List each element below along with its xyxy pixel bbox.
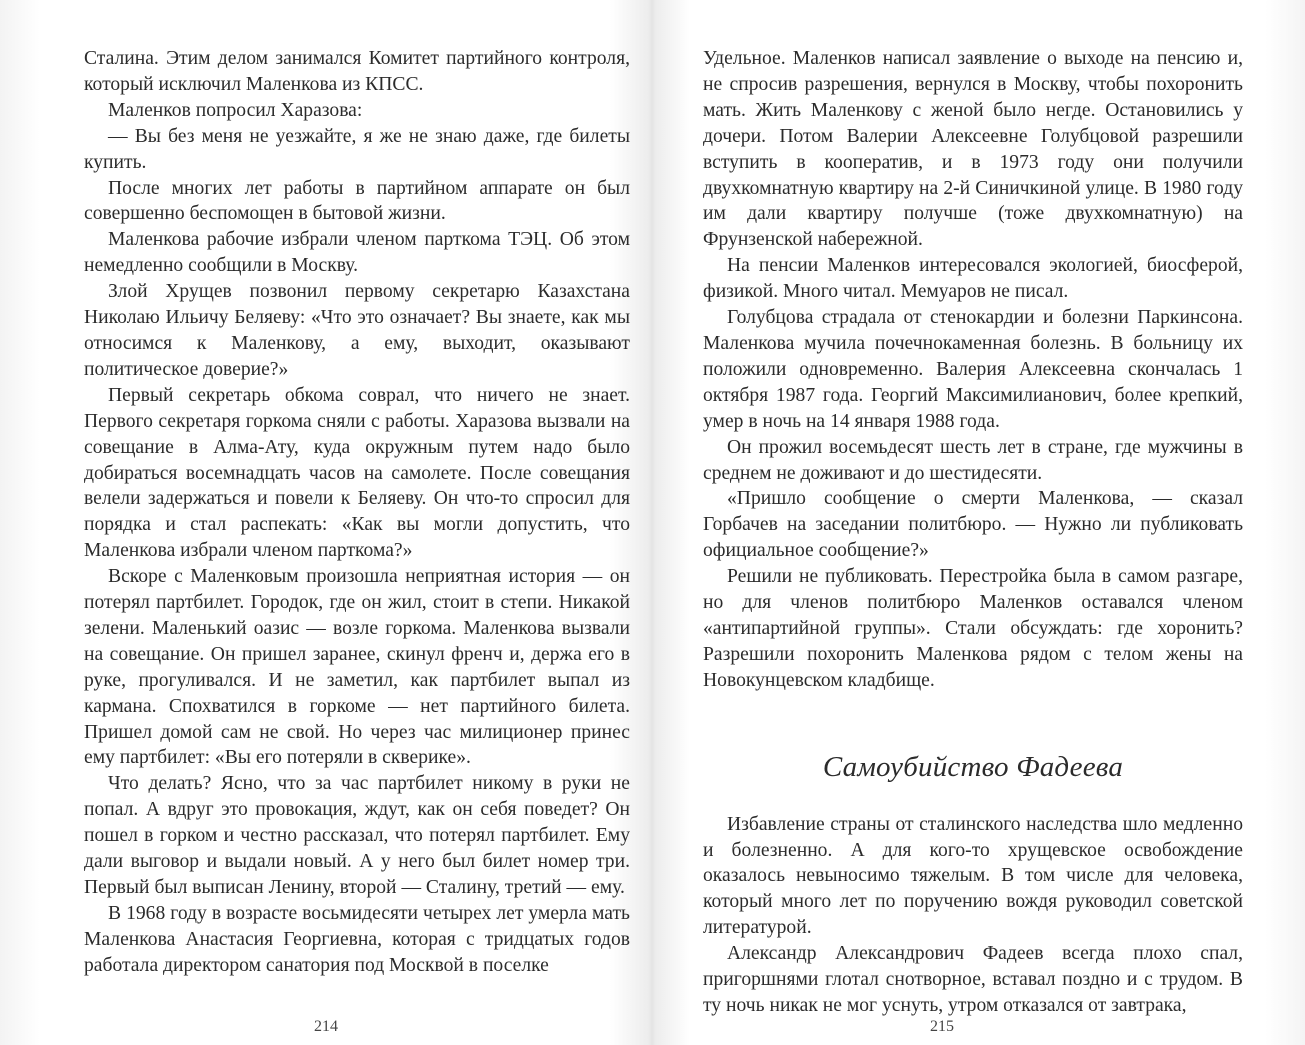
paragraph: Маленкова рабочие избрали членом парткома ТЭЦ. Об этом немедленно сообщили в Москву. (84, 229, 630, 277)
paragraph: Маленков попросил Харазова: (108, 99, 363, 121)
paragraph: Первый секретарь обкома соврал, что ничего не знает. Первого секретаря горкома сняли с работы. Харазова вызвали на совещание в Алма-Ату, куда окружным путем надо было добираться восемнадцать часов на самолете. После совещания велели задержаться и повели к Беляеву. Он что-то спросил для порядка и стал распекать: «Как вы могли допустить, что Маленкова избрали членом парткома?» (84, 384, 630, 562)
paragraph: «Пришло сообщение о смерти Маленкова, — сказал Горбачев на заседании политбюро. — Нужно ли публиковать официальное сообщение?» (703, 488, 1243, 562)
page-number-right: 215 (930, 1018, 954, 1035)
paragraph: Что делать? Ясно, что за час партбилет никому в руки не попал. А вдруг это провокация, ждут, как он себя поведет? Он пошел в горком и честно рассказал, что потерял партбилет. Ему дали выговор и выдали новый. А у него был билет номер три. Первый был выписан Ленину, второй — Сталину, третий — ему. (84, 773, 630, 898)
paragraph: Избавление страны от сталинского наследства шло медленно и болезненно. А для кого-то хрущевское освобождение оказалось невыносимо тяжелым. В том числе для человека, который много лет по поручению вождя руководил советской литературой. (703, 813, 1243, 939)
paragraph: В 1968 году в возрасте восьмидесяти четырех лет умерла мать Маленкова Анастасия Георгиевна, которая с тридцатых годов работала директором санатория под Москвой в поселке (84, 902, 630, 976)
paragraph: После многих лет работы в партийном аппарате он был совершенно беспомощен в бытовой жизни. (84, 177, 630, 225)
paragraph: Решили не публиковать. Перестройка была в самом разгаре, но для членов политбюро Маленков оставался членом «антипартийной группы». Стали обсуждать: где хоронить? Разрешили похоронить Маленкова рядом с телом жены на Новокунцевском кладбище. (703, 566, 1243, 691)
paragraph: Сталина. Этим делом занимался Комитет партийного контроля, который исключил Маленкова из КПСС. (84, 48, 630, 95)
page-number-left: 214 (314, 1018, 338, 1035)
paragraph: — Вы без меня не уезжайте, я же не знаю даже, где билеты купить. (84, 125, 630, 173)
paragraph: На пенсии Маленков интересовался экологией, биосферой, физикой. Много читал. Мемуаров не писал. (703, 255, 1243, 303)
left-page (84, 46, 630, 979)
paragraph: Злой Хрущев позвонил первому секретарю Казахстана Николаю Ильичу Беляеву: «Что это означает? Вы знаете, как мы относимся к Маленкову, а ему, выходит, оказывают политическое доверие?» (84, 281, 630, 380)
paragraph: Он прожил восемьдесят шесть лет в стране, где мужчины в среднем не доживают и до шестидесяти. (703, 436, 1243, 484)
right-page (703, 46, 1243, 1019)
paragraph: Удельное. Маленков написал заявление о выходе на пенсию и, не спросив разрешения, вернулся в Москву, чтобы похоронить мать. Жить Маленкову с женой было негде. Остановились у дочери. Потом Валерии Алексеевне Голубцовой разрешили вступить в кооператив, и в 1973 году они получили двухкомнатную квартиру на 2-й Синичкиной улице. В 1980 году им дали квартиру получше (тоже двухкомнатную) на Фрунзенской набережной. (703, 48, 1243, 251)
paragraph: Голубцова страдала от стенокардии и болезни Паркинсона. Маленкова мучила почечнокаменная болезнь. В больницу их положили одновременно. Валерия Алексеевна скончалась 1 октября 1987 года. Георгий Максимилианович, более крепкий, умер в ночь на 14 января 1988 года. (703, 307, 1243, 432)
paragraph: Александр Александрович Фадеев всегда плохо спал, пригоршнями глотал снотворное, вставал поздно и с трудом. В ту ночь никак не мог уснуть, утром отказался от завтрака, (703, 943, 1243, 1016)
section-heading: Самоубийство Фадеева (822, 750, 1124, 783)
paragraph: Вскоре с Маленковым произошла неприятная история — он потерял партбилет. Городок, где он жил, стоит в степи. Никакой зелени. Маленький оазис — возле горкома. Маленкова вызвали на совещание. Он пришел заранее, скинул френч и, держа его в руке, прогуливался. И не заметил, как партбилет выпал из кармана. Спохватился в горкоме — нет партийного билета. Пришел домой сам не свой. Но через час милиционер принес ему партбилет: «Вы его потеряли в скверике». (84, 566, 630, 769)
